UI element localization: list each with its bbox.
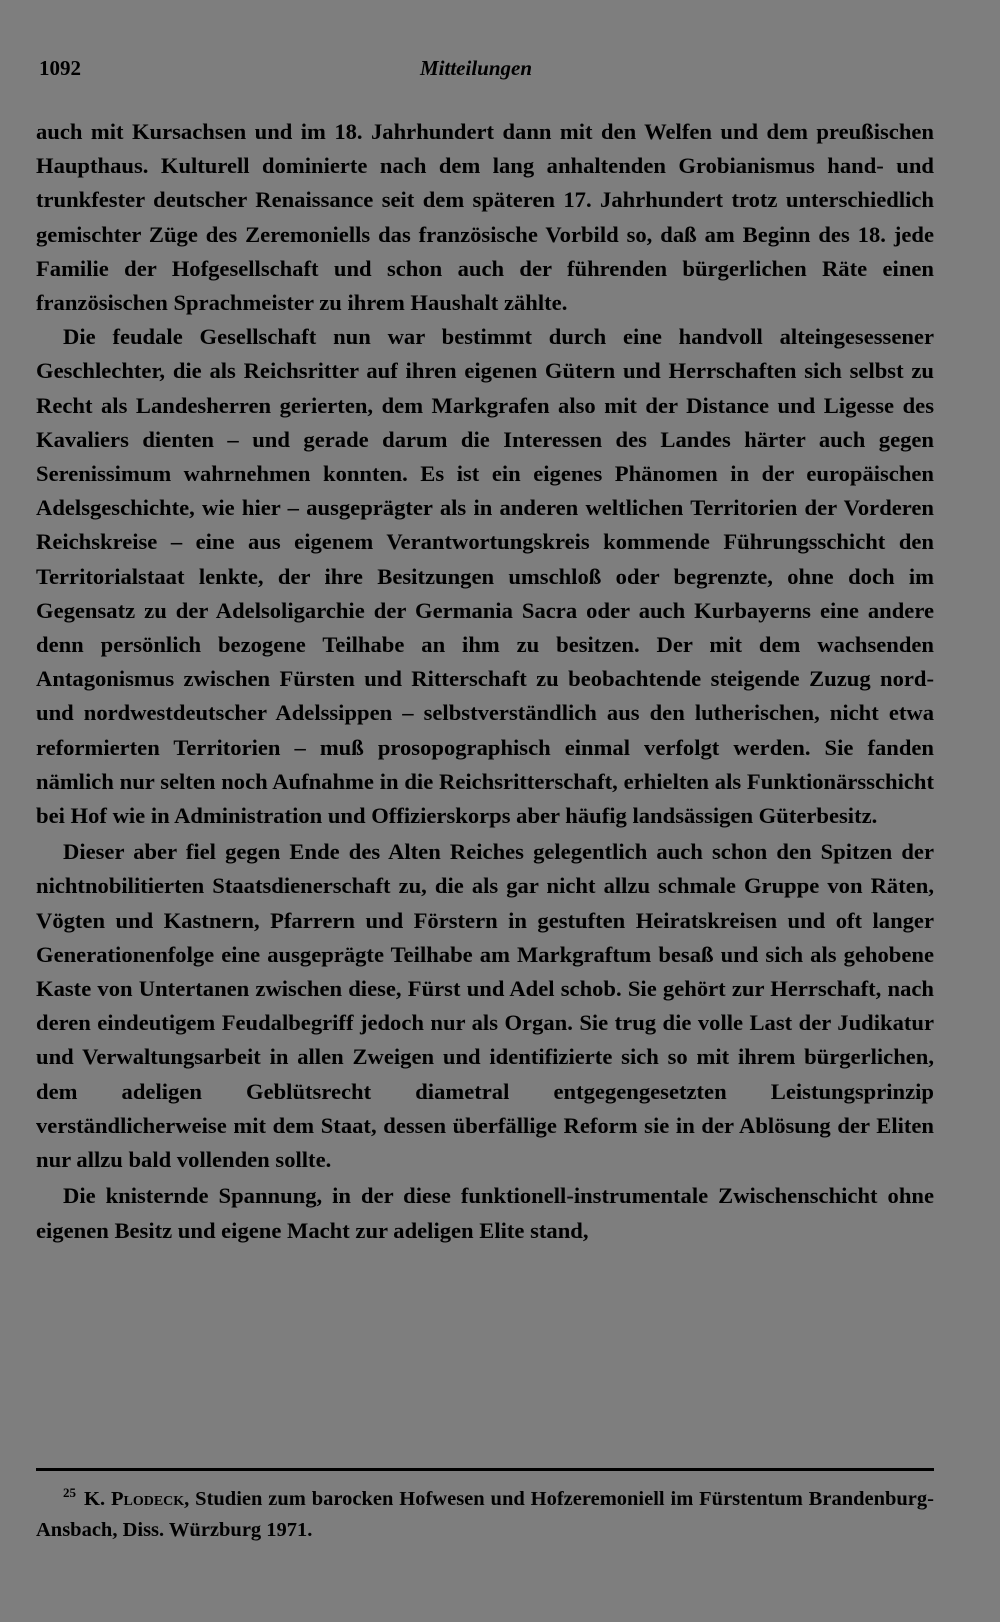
page-header [36,56,934,92]
paragraph-tension: Die knisternde Spannung, in der diese funktionell-instrumentale Zwischenschicht ohne eigenen Besitz und eigene Macht zur adeligen Elite stand, [36,1183,934,1243]
running-title: Mitteilungen [420,56,533,80]
paragraph-state-servants: Dieser aber fiel gegen Ende des Alten Reiches gelegentlich auch schon den Spitzen der nichtnobilitierten Staatsdienerschaft zu, die als gar nicht allzu schmale Gruppe von Räten, Vögten und Kastnern, Pfarrern und Förstern in gestuften Heiratskreisen und oft langer Generationenfolge eine ausgeprägte Teilhabe am Markgraftum besaß und sich als gehobene Kaste von Untertanen zwischen diese, Fürst und Adel schob. Sie gehört zur Herrschaft, nach deren eindeutigem Feudalbegriff jedoch nur als Organ. Sie trug die volle Last der Judikatur und Verwaltungsarbeit in allen Zweigen und identifizierte sich so mit ihrem bürgerlichen, dem adeligen Geblütsrecht diametral entgegengesetzten Leistungsprinzip verständlicherweise mit dem Staat, dessen überfällige Reform sie in der Ablösung der Eliten nur allzu bald vollenden sollte. [36,839,934,1173]
footnote-text: Studien zum barocken Hofwesen und Hofzeremoniell im Fürstentum Brandenburg-Ansbach, Diss. Würzburg 1971. [36,1488,934,1541]
document-page [36,0,934,1622]
page-number: 1092 [39,56,81,80]
footnote [36,1484,934,1546]
body-text [36,115,934,1248]
footnote-divider [36,1468,934,1471]
paragraph-feudal-society: Die feudale Gesellschaft nun war bestimmt durch eine handvoll alteingesessener Geschlechter, die als Reichsritter auf ihren eigenen Gütern und Herrschaften sich selbst zu Recht als Landesherren gerierten, dem Markgrafen also mit der Distance und Ligesse des Kavaliers dienten – und gerade darum die Interessen des Landes härter auch gegen Serenissimum wahrnehmen konnten. Es ist ein eigenes Phänomen in der europäischen Adelsgeschichte, wie hier – ausgeprägter als in anderen weltlichen Territorien der Vorderen Reichskreise – eine aus eigenem Verantwortungskreis kommende Führungsschicht den Territorialstaat lenkte, der ihre Besitzungen umschloß oder begrenzte, ohne doch im Gegensatz zu der Adelsoligarchie der Germania Sacra oder auch Kurbayerns eine andere denn persönlich bezogene Teilhabe an ihm zu besitzen. Der mit dem wachsenden Antagonismus zwischen Fürsten und Ritterschaft zu beobachtende steigende Zuzug nord- und nordwestdeutscher Adelssippen – selbstverständlich aus den lutherischen, nicht etwa reformierten Territorien – muß prosopographisch einmal verfolgt werden. Sie fanden nämlich nur selten noch Aufnahme in die Reichsritterschaft, erhielten als Funktionärsschicht bei Hof wie in Administration und Offizierskorps aber häufig landsässigen Güterbesitz. [36,324,934,829]
footnote-author: K. Plodeck, [84,1488,190,1510]
paragraph-continuation: auch mit Kursachsen und im 18. Jahrhundert dann mit den Welfen und dem preußischen Haupthaus. Kulturell dominierte nach dem lang anhaltenden Grobianismus hand- und trunkfester deutscher Renaissance seit dem späteren 17. Jahrhundert trotz unterschiedlich gemischter Züge des Zeremoniells das französische Vorbild so, daß am Beginn des 18. jede Familie der Hofgesellschaft und schon auch der führenden bürgerlichen Räte einen französischen Sprachmeister zu ihrem Haushalt zählte. [36,119,934,316]
footnote-marker: 25 [63,1485,76,1501]
